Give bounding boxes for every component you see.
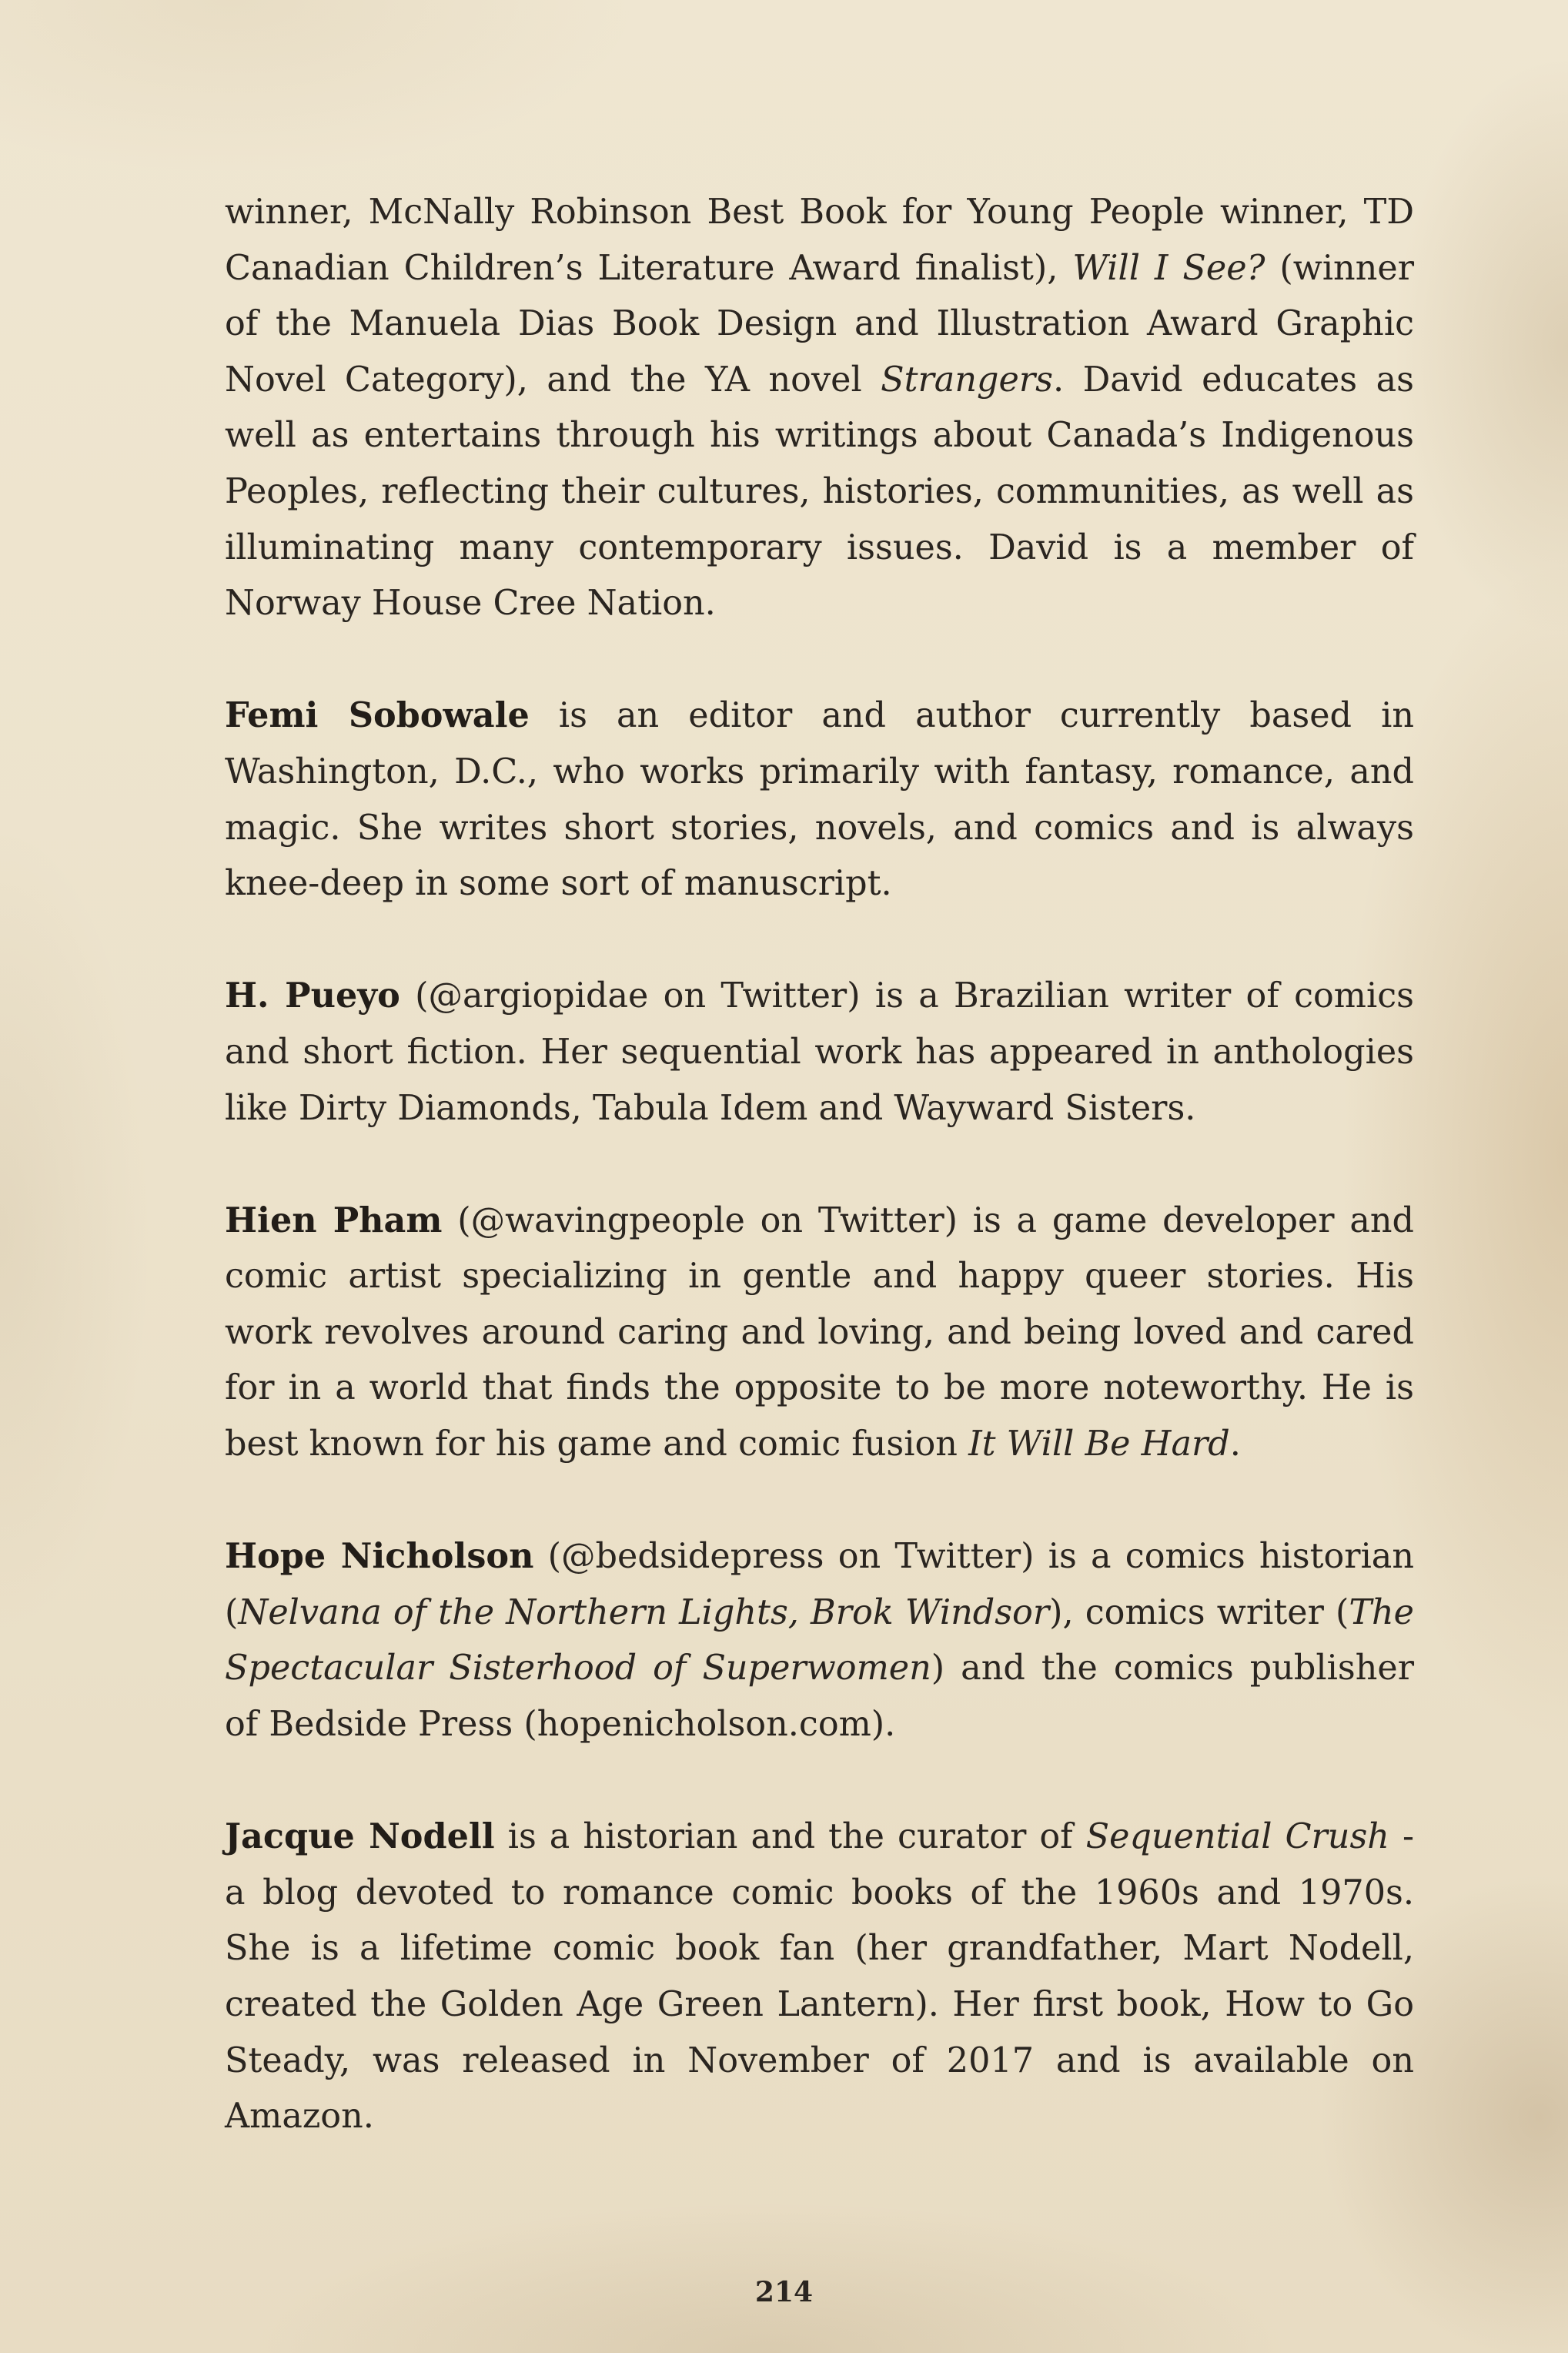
bio-text: (winner of the Manuela Dias Book Design and Illustration Award Graphic Novel Category), and the YA novel (225, 248, 1414, 400)
page-number: 214 (754, 2276, 814, 2308)
bio-text: ), comics writer ( (1049, 1592, 1349, 1632)
contributor-name: H. Pueyo (225, 976, 400, 1016)
contributor-name: Hien Pham (225, 1200, 443, 1240)
bio-text: (@wavingpeople on Twitter) is a game developer and comic artist specializing in gentle and happy queer stories. His work revolves around caring and loving, and being loved and cared for in a world that finds the opposite to be more noteworthy. He is best known for his game and comic fusion (225, 1200, 1414, 1464)
bio-text: (@bedsidepress on Twitter) is a comics historian ( (225, 1537, 1414, 1632)
book-title: It Will Be Hard (968, 1424, 1230, 1464)
bio-text: ) and the comics publisher of Bedside Press (hopenicholson.com). (225, 1648, 1414, 1745)
bio-hien-pham (225, 1193, 1414, 1473)
contributor-name: Femi Sobowale (225, 695, 530, 736)
book-title: The Spectacular Sisterhood of Superwomen (225, 1592, 1414, 1689)
bio-david (225, 185, 1414, 632)
bio-text: winner, McNally Robinson Best Book for Young People winner, TD Canadian Children’s Literature Award finalist), (225, 192, 1414, 288)
bio-text: - a blog devoted to romance comic books of the 1960s and 1970s. She is a lifetime comic book fan (her grandfather, Mart Nodell, created the Golden Age Green Lantern). Her first book, How to Go Steady, was released in November of 2017 and is available on Amazon. (225, 1817, 1414, 2137)
book-title: Nelvana of the Northern Lights, Brok Windsor (238, 1592, 1050, 1632)
bio-jacque-nodell (225, 1809, 1414, 2145)
bio-h-pueyo (225, 968, 1414, 1136)
bio-text: is a historian and the curator of (494, 1817, 1086, 1857)
bio-text: is an editor and author currently based in Washington, D.C., who works primarily with fantasy, romance, and magic. She writes short stories, novels, and comics and is always knee-deep in some sort of manuscript. (225, 696, 1414, 904)
contributor-name: Hope Nicholson (225, 1536, 534, 1577)
bio-text: . (1229, 1424, 1241, 1464)
book-title: Will I See? (1072, 248, 1265, 288)
book-title: Sequential Crush (1085, 1817, 1389, 1857)
bio-text: . David educates as well as entertains through his writings about Canada’s Indigenous Peoples, reflecting their cultures, histories, communities, as well as illuminating many contemporary issues. David is a member of Norway House Cree Nation. (225, 360, 1414, 624)
bio-hope-nicholson (225, 1528, 1414, 1752)
bio-text: (@argiopidae on Twitter) is a Brazilian writer of comics and short fiction. Her sequential work has appeared in anthologies like Dirty Diamonds, Tabula Idem and Wayward Sisters. (225, 976, 1414, 1128)
contributor-name: Jacque Nodell (225, 1816, 495, 1857)
page-body (225, 185, 1414, 2201)
book-title: Strangers (881, 360, 1053, 400)
bio-femi-sobowale (225, 688, 1414, 912)
